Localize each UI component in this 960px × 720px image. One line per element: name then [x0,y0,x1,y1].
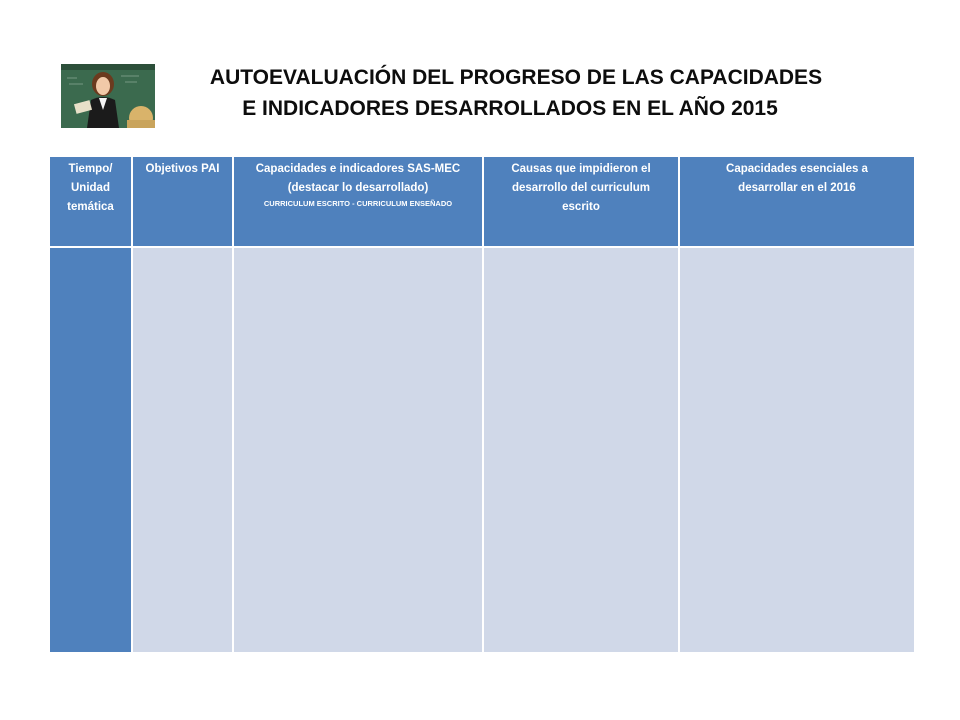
header-text: Objetivos PAI [145,163,220,175]
header-text: Unidad [71,182,110,194]
header-tiempo-unidad [49,156,132,247]
evaluation-table [48,155,916,654]
table-cell-capacidades[interactable] [233,247,483,653]
table-header-row [49,156,915,247]
header-text: Capacidades e indicadores SAS-MEC [255,163,461,175]
header-text: Causas que impidieron el [511,163,651,175]
title-line-2: E INDICADORES DESARROLLADOS EN EL AÑO 2015 [242,97,778,120]
table-cell-tiempo[interactable] [49,247,132,653]
table-row [49,247,915,653]
header-text: desarrollo del curriculum [511,182,651,194]
header-capacidades-esenciales [679,156,915,247]
header-text: (destacar lo desarrollado) [287,182,429,194]
page-title [120,62,900,124]
table-cell-objetivos[interactable] [132,247,233,653]
header-text: escrito [562,201,600,213]
header-text: temática [67,201,114,213]
header-text: Capacidades esenciales a [726,163,868,175]
header-capacidades-indicadores [233,156,483,247]
header-causas [483,156,679,247]
title-line-1: AUTOEVALUACIÓN DEL PROGRESO DE LAS CAPACIDADES [209,66,823,89]
table-cell-causas[interactable] [483,247,679,653]
table-cell-esenciales[interactable] [679,247,915,653]
header-subtext: CURRICULUM ESCRITO - CURRICULUM ENSEÑADO [263,199,453,208]
header-objetivos [132,156,233,247]
header-text: Tiempo/ [68,163,113,175]
header-text: desarrollar en el 2016 [738,182,856,194]
